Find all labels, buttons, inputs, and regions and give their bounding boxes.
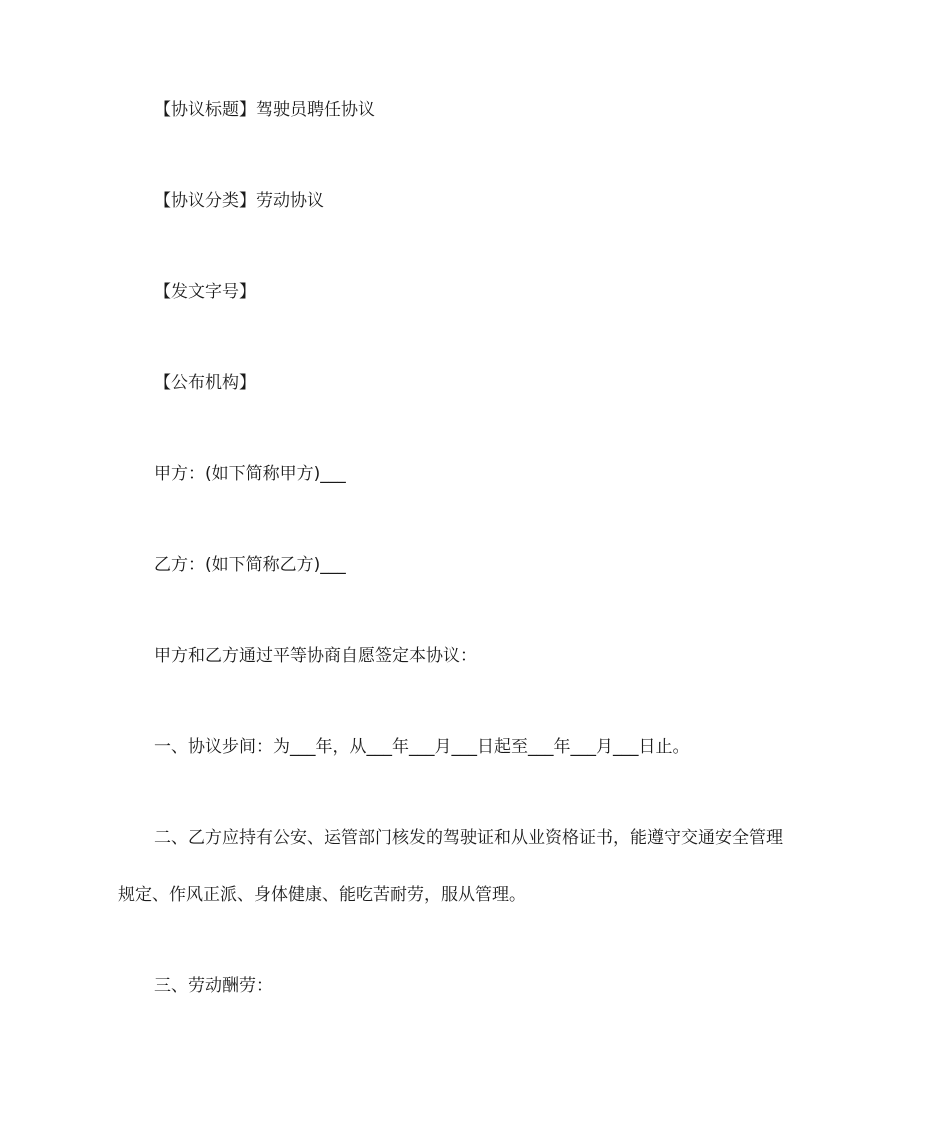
clause-2-line-2: 规定、作风正派、身体健康、能吃苦耐劳，服从管理。 — [118, 885, 526, 905]
document-number: 【发文字号】 — [154, 282, 256, 302]
issuing-authority: 【公布机构】 — [154, 373, 256, 393]
party-b: 乙方：(如下简称乙方)___ — [154, 555, 346, 575]
clause-1-term: 一、协议步间：为___年，从___年___月___日起至___年___月___日止。 — [154, 737, 690, 757]
clause-2-line-1: 二、乙方应持有公安、运管部门核发的驾驶证和从业资格证书，能遵守交通安全管理 — [154, 828, 783, 848]
preamble: 甲方和乙方通过平等协商自愿签定本协议： — [154, 646, 477, 666]
agreement-title: 【协议标题】驾驶员聘任协议 — [154, 100, 375, 120]
clause-3-remuneration: 三、劳动酬劳： — [154, 976, 273, 996]
party-a: 甲方：(如下简称甲方)___ — [154, 464, 346, 484]
agreement-category: 【协议分类】劳动协议 — [154, 191, 324, 211]
